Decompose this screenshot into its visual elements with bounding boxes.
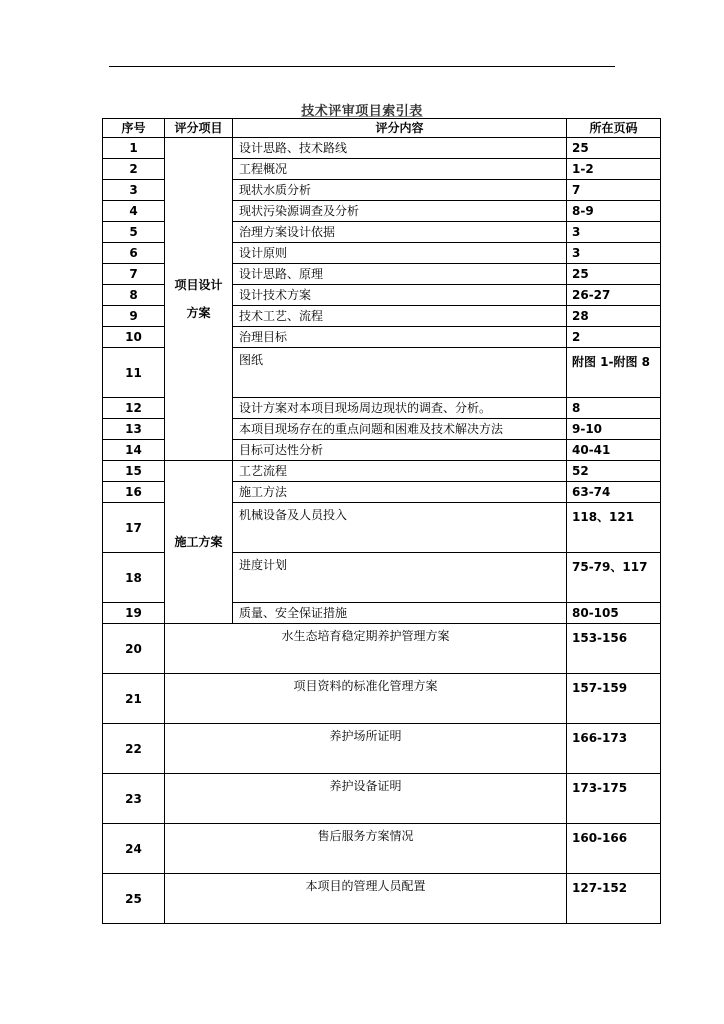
row-content: 现状污染源调查及分析: [233, 201, 567, 222]
table-row: [103, 874, 661, 924]
row-content: 机械设备及人员投入: [233, 503, 567, 553]
row-page: 157-159: [567, 674, 661, 724]
row-content: 养护设备证明: [165, 774, 567, 824]
index-table: [102, 118, 661, 924]
table-row: [103, 774, 661, 824]
row-page: 40-41: [567, 440, 661, 461]
row-content: 本项目的管理人员配置: [165, 874, 567, 924]
row-no: 2: [103, 159, 165, 180]
row-no: 22: [103, 724, 165, 774]
row-content: 治理方案设计依据: [233, 222, 567, 243]
row-no: 19: [103, 603, 165, 624]
row-page: 75-79、117: [567, 553, 661, 603]
table-row: [103, 724, 661, 774]
row-no: 16: [103, 482, 165, 503]
row-page: 8: [567, 398, 661, 419]
category-design-line2: 方案: [186, 306, 211, 320]
row-no: 1: [103, 138, 165, 159]
row-content: 工艺流程: [233, 461, 567, 482]
row-content: 设计方案对本项目现场周边现状的调查、分析。: [233, 398, 567, 419]
row-page: 9-10: [567, 419, 661, 440]
row-content: 施工方法: [233, 482, 567, 503]
row-no: 5: [103, 222, 165, 243]
row-content: 进度计划: [233, 553, 567, 603]
row-content: 设计原则: [233, 243, 567, 264]
row-content: 质量、安全保证措施: [233, 603, 567, 624]
row-no: 4: [103, 201, 165, 222]
row-content: 目标可达性分析: [233, 440, 567, 461]
row-no: 10: [103, 327, 165, 348]
category-construction: 施工方案: [165, 461, 233, 624]
header-rule: [109, 66, 615, 67]
row-page: 1-2: [567, 159, 661, 180]
row-page: 3: [567, 222, 661, 243]
row-no: 18: [103, 553, 165, 603]
row-no: 14: [103, 440, 165, 461]
row-page: 52: [567, 461, 661, 482]
row-content: 售后服务方案情况: [165, 824, 567, 874]
row-content: 工程概况: [233, 159, 567, 180]
row-page: 153-156: [567, 624, 661, 674]
row-page: 25: [567, 264, 661, 285]
row-no: 20: [103, 624, 165, 674]
row-content: 治理目标: [233, 327, 567, 348]
row-page: 3: [567, 243, 661, 264]
row-content: 水生态培育稳定期养护管理方案: [165, 624, 567, 674]
row-page: 63-74: [567, 482, 661, 503]
row-page: 160-166: [567, 824, 661, 874]
row-page: 25: [567, 138, 661, 159]
row-no: 6: [103, 243, 165, 264]
table-row: [103, 461, 661, 482]
row-page: 8-9: [567, 201, 661, 222]
row-page: 118、121: [567, 503, 661, 553]
row-content: 项目资料的标准化管理方案: [165, 674, 567, 724]
row-no: 25: [103, 874, 165, 924]
page-title: 技术评审项目索引表: [301, 104, 423, 119]
table-header-row: [103, 119, 661, 138]
row-page: 80-105: [567, 603, 661, 624]
row-page: 附图 1-附图 8: [567, 348, 661, 398]
table-row: [103, 138, 661, 159]
row-page: 26-27: [567, 285, 661, 306]
row-page: 7: [567, 180, 661, 201]
row-content: 设计思路、原理: [233, 264, 567, 285]
row-content: 现状水质分析: [233, 180, 567, 201]
row-content: 设计思路、技术路线: [233, 138, 567, 159]
row-content: 养护场所证明: [165, 724, 567, 774]
row-no: 3: [103, 180, 165, 201]
row-no: 7: [103, 264, 165, 285]
row-no: 9: [103, 306, 165, 327]
row-no: 8: [103, 285, 165, 306]
row-no: 17: [103, 503, 165, 553]
row-no: 12: [103, 398, 165, 419]
row-content: 本项目现场存在的重点问题和困难及技术解决方法: [233, 419, 567, 440]
row-content: 设计技术方案: [233, 285, 567, 306]
header-category: 评分项目: [165, 119, 233, 138]
row-page: 166-173: [567, 724, 661, 774]
header-no: 序号: [103, 119, 165, 138]
row-no: 23: [103, 774, 165, 824]
row-page: 2: [567, 327, 661, 348]
row-content: 技术工艺、流程: [233, 306, 567, 327]
header-content: 评分内容: [233, 119, 567, 138]
table-row: [103, 624, 661, 674]
row-no: 21: [103, 674, 165, 724]
header-page: 所在页码: [567, 119, 661, 138]
row-no: 13: [103, 419, 165, 440]
row-page: 173-175: [567, 774, 661, 824]
row-no: 24: [103, 824, 165, 874]
row-no: 11: [103, 348, 165, 398]
row-content: 图纸: [233, 348, 567, 398]
row-no: 15: [103, 461, 165, 482]
category-design-line1: 项目设计: [174, 278, 223, 292]
row-page: 127-152: [567, 874, 661, 924]
table-row: [103, 674, 661, 724]
row-page: 28: [567, 306, 661, 327]
table-row: [103, 824, 661, 874]
category-design: [165, 138, 233, 461]
